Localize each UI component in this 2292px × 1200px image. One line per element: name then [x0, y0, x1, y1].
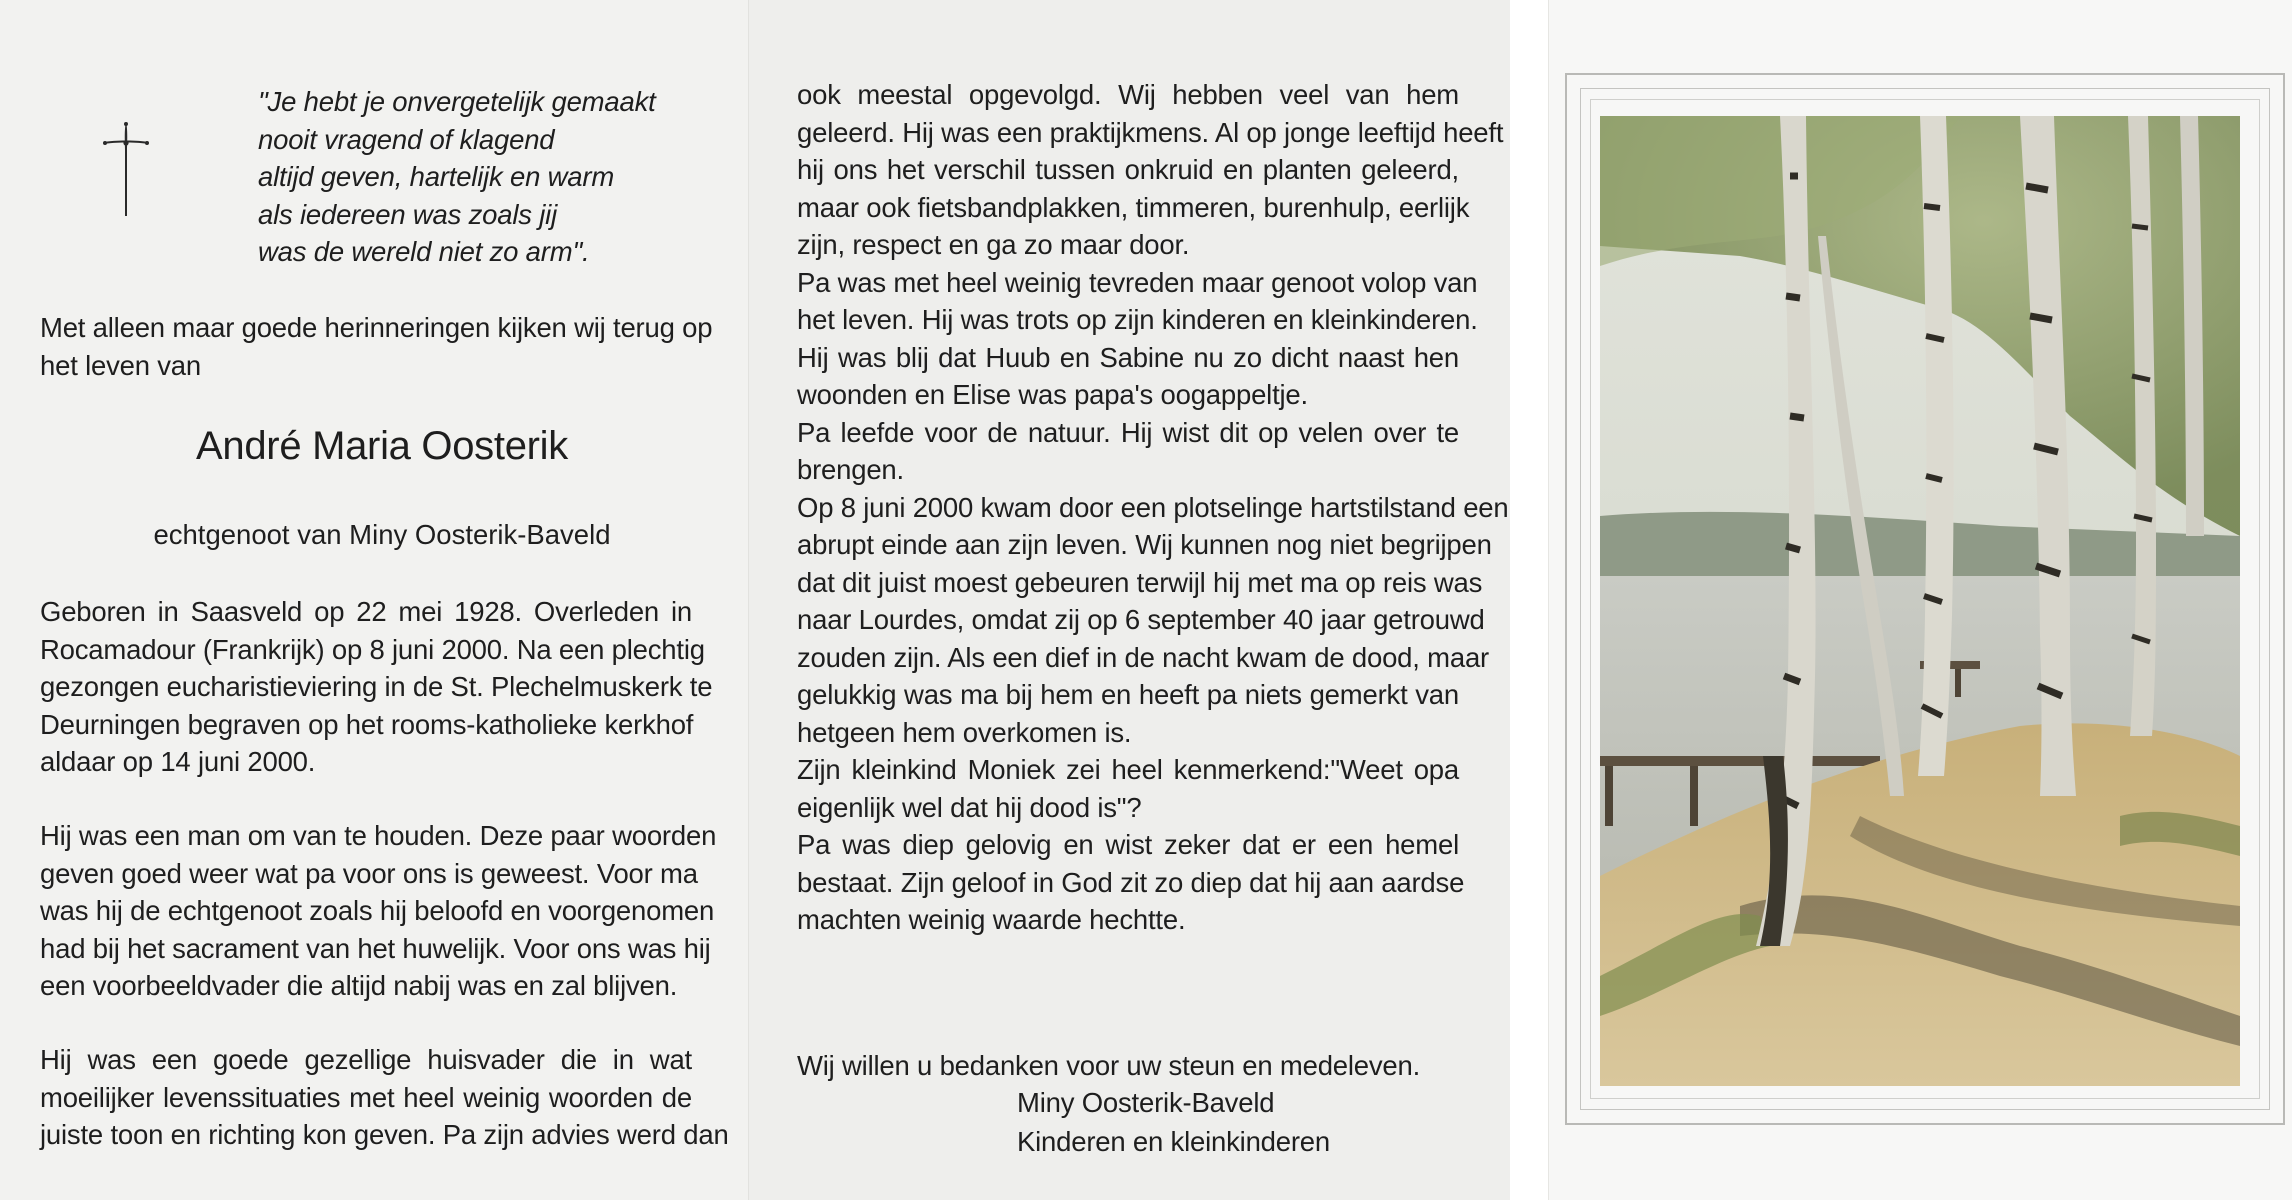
text-line: het leven van [40, 349, 201, 381]
cross-icon [100, 120, 152, 222]
text-line: zouden zijn. Als een dief in de nacht kwam de dood, maar [797, 641, 1490, 673]
text-line: eigenlijk wel dat hij dood is"? [797, 791, 1142, 823]
text-line: Op 8 juni 2000 kwam door een plotselinge hartstilstand een [797, 491, 1509, 523]
text-line: Zijn kleinkind Moniek zei heel kenmerkend:"Weet opa [797, 754, 1459, 785]
text-line: was hij de echtgenoot zoals hij beloofd en voorgenomen [40, 895, 715, 926]
text-line: had bij het sacrament van het huwelijk. Voor ons was hij [40, 932, 711, 964]
poem-line: nooit vragend of klagend [258, 123, 555, 155]
text-line: Hij was een man om van te houden. Deze paar woorden [40, 820, 717, 851]
thanks-line: Wij willen u bedanken voor uw steun en medeleven. [797, 1050, 1421, 1081]
birth-death-paragraph [40, 593, 713, 781]
text-line: woonden en Elise was papa's oogappeltje. [797, 379, 1308, 410]
text-line: brengen. [797, 454, 904, 485]
text-line: hetgeen hem overkomen is. [797, 716, 1132, 748]
text-line: juiste toon en richting kon geven. Pa zijn advies werd dan [40, 1119, 729, 1150]
text-line: hij ons het verschil tussen onkruid en planten geleerd, [797, 154, 1459, 185]
poem [258, 83, 656, 271]
text-line: Geboren in Saasveld op 22 mei 1928. Overleden in [40, 596, 692, 627]
middle-text [797, 76, 1509, 939]
text-line: dat dit juist moest gebeuren terwijl hij met ma op reis was [797, 566, 1483, 598]
text-line: ook meestal opgevolgd. Wij hebben veel van hem [797, 79, 1459, 110]
poem-line: altijd geven, hartelijk en warm [258, 161, 615, 192]
family-paragraph [40, 1041, 729, 1154]
character-paragraph [40, 817, 717, 1005]
text-line: Deurningen begraven op het rooms-katholieke kerkhof [40, 708, 694, 740]
text-line: bestaat. Zijn geloof in God zit zo diep dat hij aan aardse [797, 866, 1465, 898]
intro-paragraph [40, 309, 713, 384]
text-line: Hij was een goede gezellige huisvader die in wat [40, 1044, 692, 1075]
signature-family: Kinderen en kleinkinderen [1017, 1126, 1330, 1157]
text-line: Met alleen maar goede herinneringen kijken wij terug op [40, 312, 713, 343]
poem-line: was de wereld niet zo arm". [258, 236, 590, 267]
text-line: aldaar op 14 juni 2000. [40, 746, 316, 777]
text-line: machten weinig waarde hechtte. [797, 904, 1186, 935]
text-line: Pa was diep gelovig en wist zeker dat er een hemel [797, 829, 1459, 860]
spouse-line: echtgenoot van Miny Oosterik-Baveld [153, 519, 611, 550]
text-line: geven goed weer wat pa voor ons is geweest. Voor ma [40, 857, 698, 889]
text-line: geleerd. Hij was een praktijkmens. Al op jonge leeftijd heeft [797, 116, 1504, 148]
text-line: het leven. Hij was trots op zijn kinderen en kleinkinderen. [797, 304, 1478, 335]
text-line: Rocamadour (Frankrijk) op 8 juni 2000. Na een plechtig [40, 633, 705, 665]
text-line: gezongen eucharistieviering in de St. Plechelmuskerk te [40, 671, 713, 702]
deceased-name: André Maria Oosterik [196, 424, 568, 468]
text-line: abrupt einde aan zijn leven. Wij kunnen nog niet begrijpen [797, 529, 1492, 560]
text-line: Hij was blij dat Huub en Sabine nu zo dicht naast hen [797, 341, 1459, 373]
text-line: Pa was met heel weinig tevreden maar genoot volop van [797, 266, 1478, 298]
text-line: Pa leefde voor de natuur. Hij wist dit op velen over te [797, 416, 1459, 448]
birch-trees-lakeshore-photo [1600, 116, 2240, 1086]
text-line: gelukkig was ma bij hem en heeft pa niets gemerkt van [797, 679, 1459, 710]
text-line: een voorbeeldvader die altijd nabij was en zal blijven. [40, 970, 678, 1001]
text-line: zijn, respect en ga zo maar door. [797, 229, 1190, 260]
text-line: maar ook fietsbandplakken, timmeren, burenhulp, eerlijk [797, 191, 1470, 223]
text-line: naar Lourdes, omdat zij op 6 september 40 jaar getrouwd [797, 604, 1485, 635]
poem-line: "Je hebt je onvergetelijk gemaakt [258, 86, 656, 117]
poem-line: als iedereen was zoals jij [258, 198, 557, 230]
signature-spouse: Miny Oosterik-Baveld [1017, 1087, 1275, 1118]
text-line: moeilijker levenssituaties met heel weinig woorden de [40, 1081, 692, 1113]
